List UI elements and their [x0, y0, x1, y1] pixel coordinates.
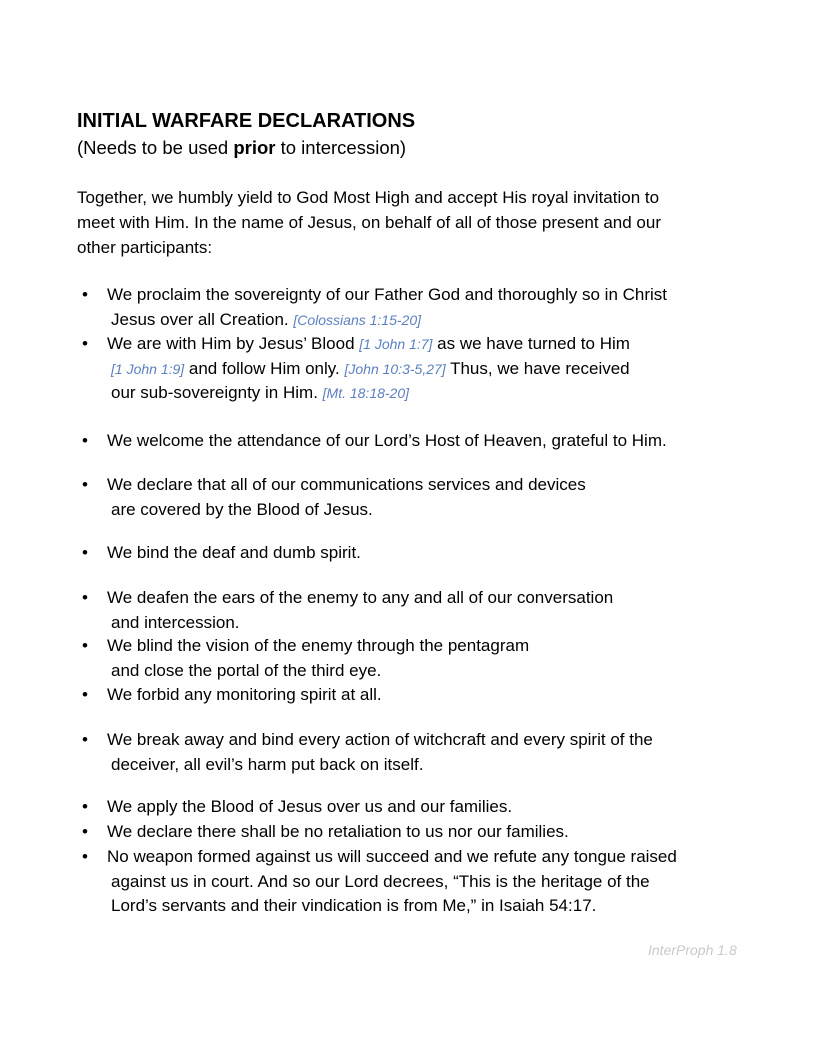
declaration-line: We forbid any monitoring spirit at all.	[107, 685, 382, 704]
subtitle-pre: (Needs to be used	[77, 137, 234, 158]
declaration-communications	[82, 473, 782, 522]
declaration-line: We deafen the ears of the enemy to any and all of our conversation	[107, 588, 614, 607]
declaration-line	[82, 357, 782, 382]
document-version-footer: InterProph 1.8	[648, 942, 737, 958]
declaration-forbid	[82, 683, 782, 708]
declaration-host	[82, 429, 782, 454]
declaration-line: We apply the Blood of Jesus over us and our families.	[107, 797, 513, 816]
bullet-icon: •	[82, 685, 88, 704]
bullet-icon: •	[82, 847, 88, 866]
declaration-line: against us in court. And so our Lord decrees, “This is the heritage of the	[111, 871, 650, 891]
declaration-blood	[82, 332, 782, 406]
declaration-text: Thus, we have received	[445, 358, 630, 378]
declaration-line: We declare that all of our communications services and devices	[107, 475, 586, 494]
declaration-line: are covered by the Blood of Jesus.	[111, 499, 373, 519]
intro-line: other participants:	[77, 238, 213, 257]
declaration-witchcraft	[82, 728, 782, 777]
declaration-line	[82, 332, 782, 357]
declaration-line: We blind the vision of the enemy through the pentagram	[107, 636, 530, 655]
declaration-line	[82, 308, 782, 333]
declaration-line: We declare there shall be no retaliation to us nor our families.	[107, 822, 569, 841]
declaration-text: as we have turned to Him	[432, 334, 630, 353]
declaration-line	[82, 381, 782, 406]
declaration-line: and intercession.	[111, 612, 240, 632]
declaration-line: We welcome the attendance of our Lord’s Host of Heaven, grateful to Him.	[107, 431, 667, 450]
scripture-reference: [1 John 1:9]	[111, 360, 185, 377]
page-subtitle	[77, 136, 406, 160]
bullet-icon: •	[82, 334, 88, 353]
declaration-blind	[82, 634, 782, 683]
declaration-deafen	[82, 586, 782, 635]
bullet-icon: •	[82, 636, 88, 655]
scripture-reference: [Colossians 1:15-20]	[293, 311, 422, 328]
bullet-icon: •	[82, 797, 88, 816]
bullet-icon: •	[82, 475, 88, 494]
page-title: INITIAL WARFARE DECLARATIONS	[77, 110, 416, 132]
declaration-sovereignty	[82, 283, 782, 332]
bullet-icon: •	[82, 285, 88, 304]
declaration-text: Jesus over all Creation.	[111, 309, 294, 329]
intro-line: meet with Him. In the name of Jesus, on behalf of all of those present and our	[77, 213, 661, 232]
scripture-reference: [John 10:3-5,27]	[344, 360, 446, 377]
declaration-line: and close the portal of the third eye.	[111, 660, 382, 680]
declaration-apply-blood	[82, 795, 782, 820]
subtitle-bold: prior	[233, 137, 276, 158]
intro-line: Together, we humbly yield to God Most High and accept His royal invitation to	[77, 188, 660, 207]
declaration-line: We bind the deaf and dumb spirit.	[107, 543, 361, 562]
declaration-weapon	[82, 845, 782, 919]
scripture-reference: [Mt. 18:18-20]	[322, 385, 410, 401]
declaration-line: deceiver, all evil’s harm put back on itself.	[111, 754, 424, 774]
declaration-text: our sub-sovereignty in Him.	[111, 383, 323, 402]
declaration-bind-spirit	[82, 541, 782, 566]
declaration-line: Lord’s servants and their vindication is from Me,” in Isaiah 54:17.	[111, 896, 597, 915]
intro-paragraph	[77, 185, 757, 260]
declaration-text: and follow Him only.	[184, 358, 345, 378]
declaration-retaliation	[82, 820, 782, 845]
scripture-reference: [1 John 1:7]	[359, 336, 433, 352]
bullet-icon: •	[82, 588, 88, 607]
subtitle-post: to intercession)	[275, 137, 407, 158]
declaration-text: We are with Him by Jesus’ Blood	[107, 334, 360, 353]
declaration-line: No weapon formed against us will succeed and we refute any tongue raised	[107, 847, 677, 866]
bullet-icon: •	[82, 431, 88, 450]
bullet-icon: •	[82, 822, 88, 841]
declaration-line: We proclaim the sovereignty of our Father God and thoroughly so in Christ	[107, 285, 668, 304]
declaration-line: We break away and bind every action of witchcraft and every spirit of the	[107, 730, 653, 749]
bullet-icon: •	[82, 730, 88, 749]
bullet-icon: •	[82, 543, 88, 562]
